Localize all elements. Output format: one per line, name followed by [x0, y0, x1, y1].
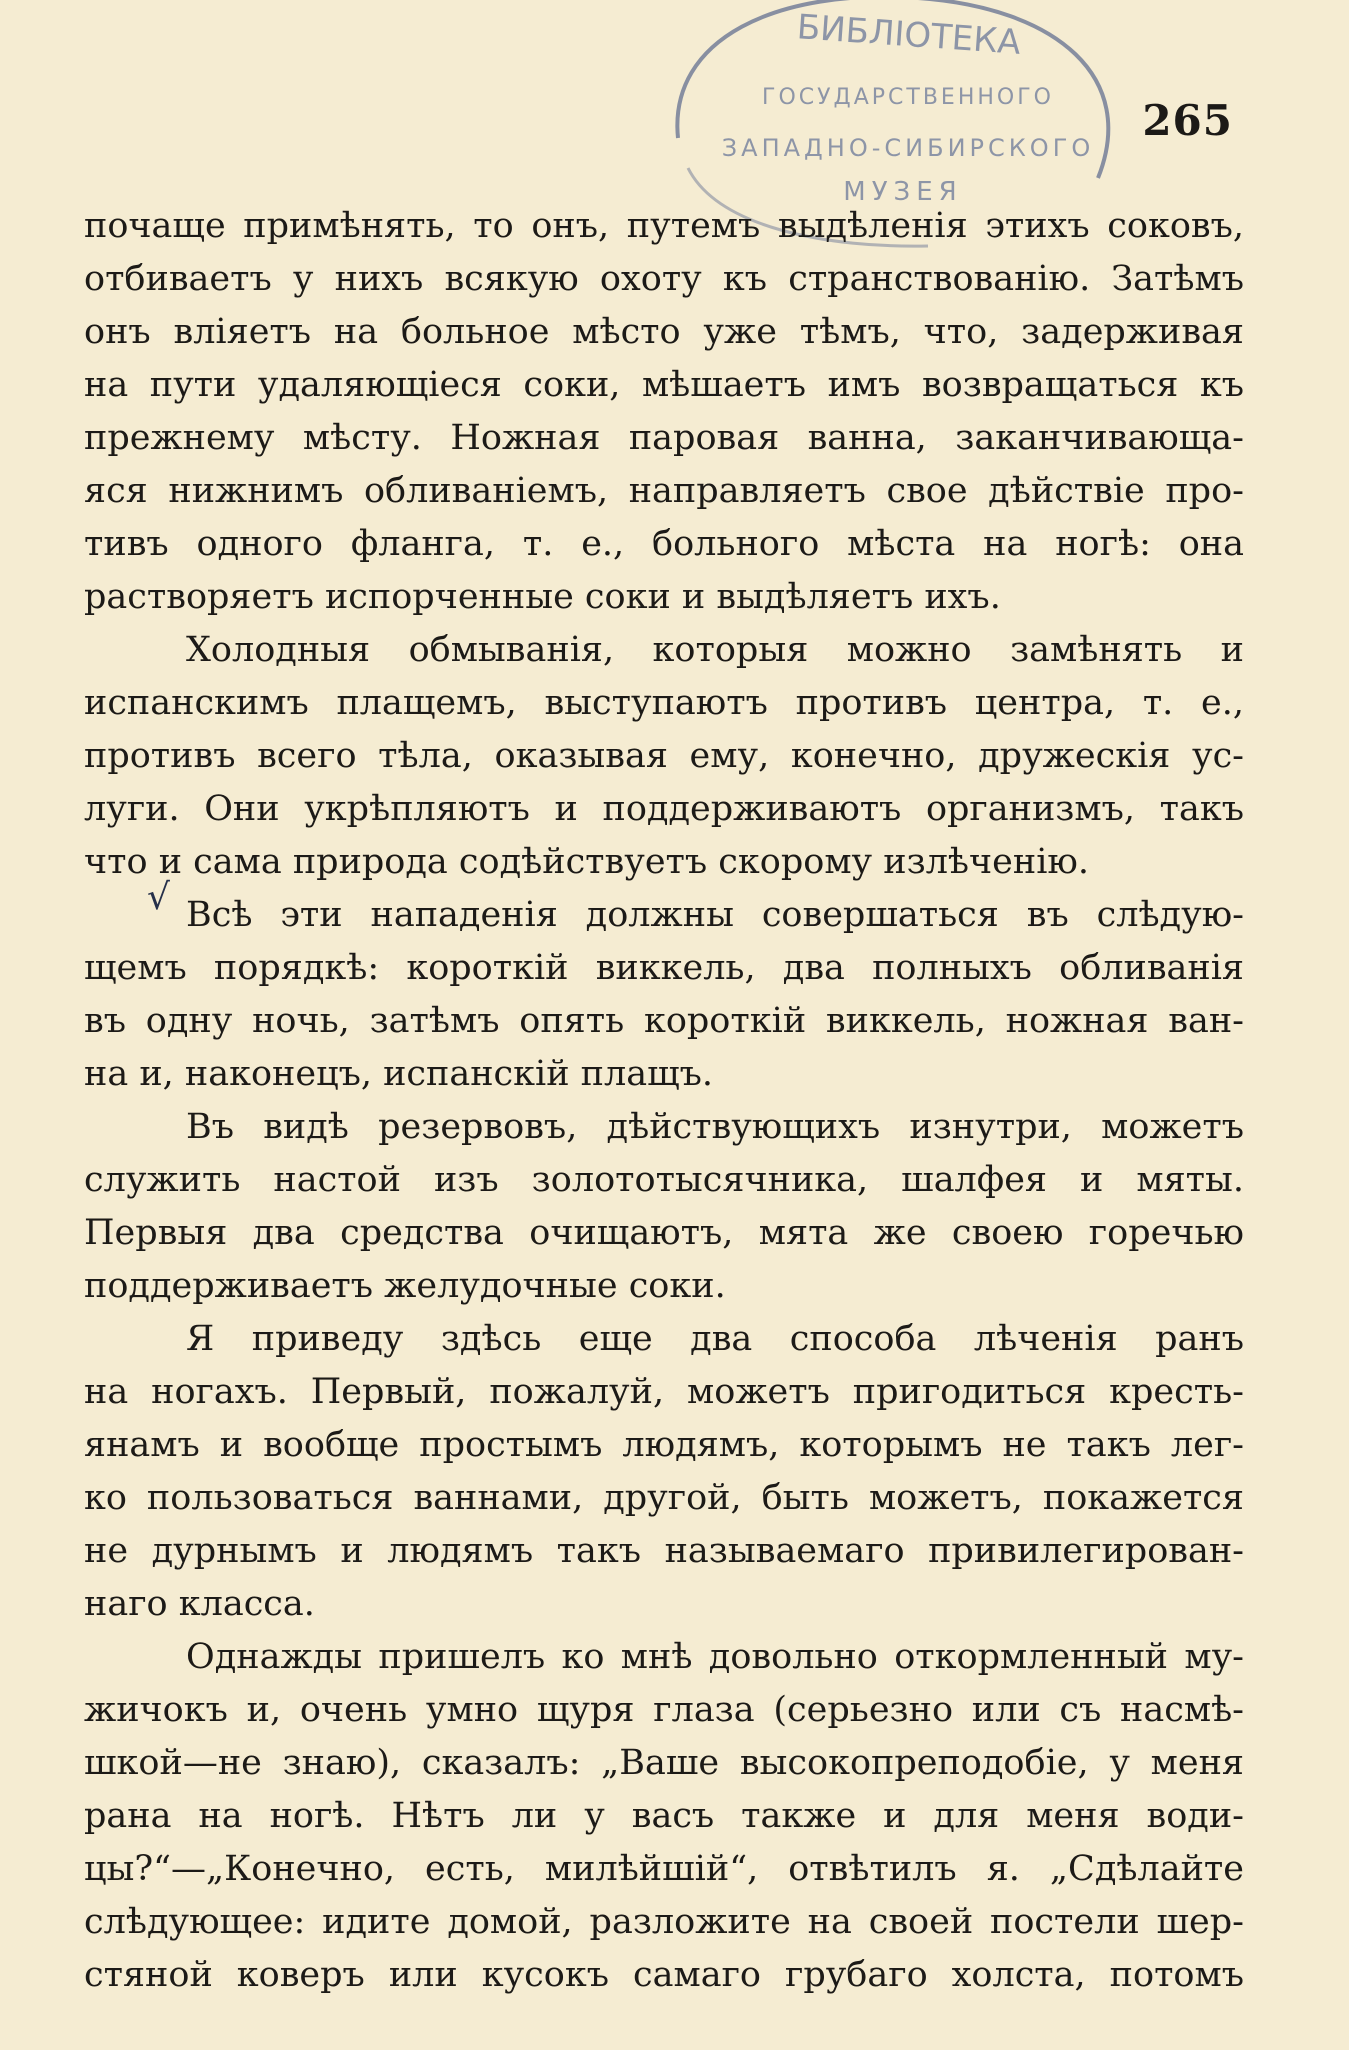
- text-line: шкой—не знаю), сказалъ: „Ваше высокопреподобіе, у меня: [84, 1743, 1244, 1783]
- text-line: почаще примѣнять, то онъ, путемъ выдѣленія этихъ соковъ,: [84, 206, 1244, 246]
- text-line: цы?“—„Конечно, есть, милѣйшій“, отвѣтилъ я. „Сдѣлайте: [84, 1849, 1244, 1889]
- text-line: служить настой изъ золототысячника, шалфея и мяты.: [84, 1160, 1244, 1200]
- text-line: луги. Они укрѣпляютъ и поддерживаютъ организмъ, такъ: [84, 789, 1244, 829]
- text-line: жичокъ и, очень умно щуря глаза (серьезно или съ насмѣ-: [84, 1690, 1244, 1730]
- margin-checkmark: √: [147, 877, 170, 918]
- stamp-line-1: БИБЛІОТЕКА: [795, 7, 1022, 63]
- text-line: Холодныя обмыванія, которыя можно замѣнять и: [186, 630, 1244, 670]
- stamp-line-3: ЗАПАДНО-СИБИРСКОГО: [721, 134, 1095, 162]
- text-line: растворяетъ испорченные соки и выдѣляетъ ихъ.: [84, 577, 1001, 617]
- text-line: поддерживаетъ желудочные соки.: [84, 1266, 726, 1306]
- text-line: отбиваетъ у нихъ всякую охоту къ странствованію. Затѣмъ: [84, 259, 1244, 299]
- text-line: ко пользоваться ваннами, другой, быть можетъ, покажется: [84, 1478, 1244, 1518]
- text-line: щемъ порядкѣ: короткій виккель, два полныхъ обливанія: [84, 948, 1244, 988]
- text-line: прежнему мѣсту. Ножная паровая ванна, заканчивающа-: [84, 418, 1244, 458]
- stamp-line-4: МУЗЕЯ: [843, 177, 963, 207]
- text-line: Первыя два средства очищаютъ, мята же своею горечью: [84, 1213, 1244, 1253]
- text-line: испанскимъ плащемъ, выступаютъ противъ центра, т. е.,: [84, 683, 1244, 723]
- text-line: рана на ногѣ. Нѣтъ ли у васъ также и для меня води-: [84, 1796, 1244, 1836]
- stamp-line-2: ГОСУДАРСТВЕННОГО: [762, 85, 1054, 110]
- text-line: Однажды пришелъ ко мнѣ довольно откормленный му-: [186, 1637, 1244, 1677]
- text-line: Я приведу здѣсь еще два способа лѣченія ранъ: [186, 1319, 1244, 1359]
- text-line: стяной коверъ или кусокъ самаго грубаго холста, потомъ: [84, 1955, 1244, 1995]
- text-line: наго класса.: [84, 1584, 315, 1624]
- page-number: 265: [1142, 96, 1233, 145]
- text-line: Всѣ эти нападенія должны совершаться въ слѣдую-: [186, 895, 1244, 935]
- text-line: на пути удаляющіеся соки, мѣшаетъ имъ возвращаться къ: [84, 365, 1244, 405]
- text-line: на и, наконецъ, испанскій плащъ.: [84, 1054, 714, 1094]
- text-line: яся нижнимъ обливаніемъ, направляетъ свое дѣйствіе про-: [84, 471, 1244, 511]
- text-line: тивъ одного фланга, т. е., больного мѣста на ногѣ: она: [84, 524, 1244, 564]
- text-line: что и сама природа содѣйствуетъ скорому излѣченію.: [84, 842, 1090, 882]
- text-line: янамъ и вообще простымъ людямъ, которымъ не такъ лег-: [84, 1425, 1244, 1465]
- text-line: на ногахъ. Первый, пожалуй, можетъ пригодиться кресть-: [84, 1372, 1244, 1412]
- text-line: не дурнымъ и людямъ такъ называемаго привилегирован-: [84, 1531, 1244, 1571]
- text-line: слѣдующее: идите домой, разложите на своей постели шер-: [84, 1902, 1244, 1942]
- body-text: [84, 200, 1244, 2002]
- text-line: въ одну ночь, затѣмъ опять короткій виккель, ножная ван-: [84, 1001, 1244, 1041]
- text-line: онъ вліяетъ на больное мѣсто уже тѣмъ, что, задерживая: [84, 312, 1244, 352]
- text-line: противъ всего тѣла, оказывая ему, конечно, дружескія ус-: [84, 736, 1244, 776]
- text-line: Въ видѣ резервовъ, дѣйствующихъ изнутри, можетъ: [186, 1107, 1244, 1147]
